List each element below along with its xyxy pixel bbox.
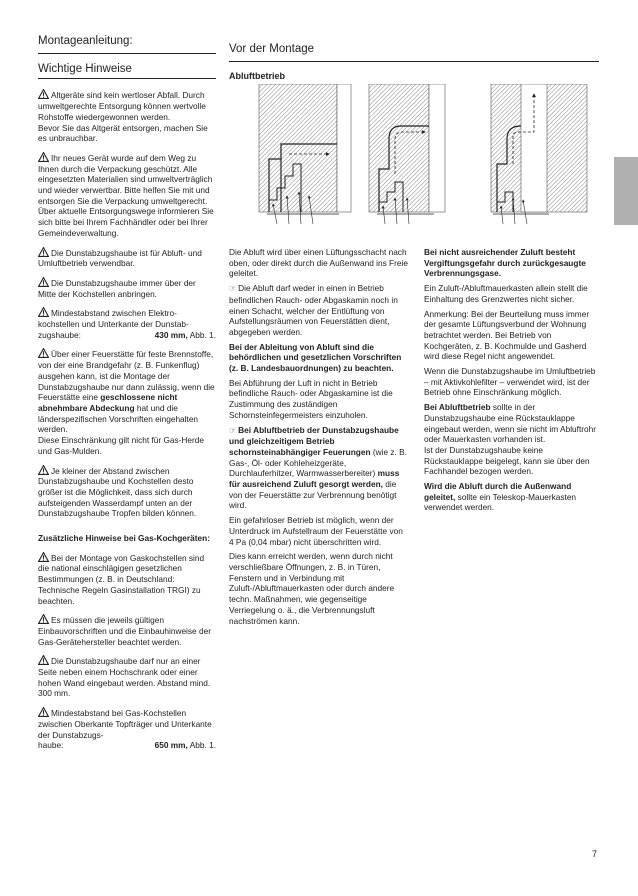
warning-triangle-icon (38, 552, 49, 562)
note-packaging: Ihr neues Gerät wurde auf dem Weg zu Ihnen durch die Verpackung geschützt. Alle eingesetzten Materialien sind umweltverträglich und wieder verwertbar. Bitte helfen Sie mit und entsorgen Sie die Verpackung umweltgerecht. Über aktuelle Entsorgungswege informieren Sie sich bitte bei Ihrem Fachhändler oder bei Ihrer Gemeindeverwaltung. (38, 152, 214, 238)
right-para-2: Ein Zuluft-/Abluftmauerkasten allein stellt die Einhaltung des Grenzwertes nicht sicher. (424, 283, 588, 304)
gas-distance-row: haube: 650 mm, Abb. 1. (38, 740, 216, 751)
warning-triangle-icon (38, 277, 49, 287)
section-subheading-wichtige-hinweise: Wichtige Hinweise (38, 64, 216, 80)
gas-note-min-distance: Mindestabstand bei Gas-Kochstellen zwischen Oberkante Topfträger und Unterkante der Dunstabzugs- haube: 650 mm, Abb. 1. (38, 708, 216, 751)
gas-note-side: Die Dunstabzugshaube darf nur an einer Seite neben einem Hochschrank oder einer hohen Wand eingebaut werden. Abstand mind. 300 mm. (38, 656, 211, 699)
illustration-chimney-exhaust (369, 84, 445, 224)
gas-note-manufacturer: Es müssen die jeweils gültigen Einbauvorschriften und die Einbauhinweise der Gas-Gerätehersteller beachtet werden. (38, 615, 211, 647)
note-disposal: Altgeräte sind kein wertloser Abfall. Durch umweltgerechte Entsorgung können wertvolle Rohstoffe wiedergewonnen werden. Bevor Sie das Altgerät entsorgen, machen Sie es unbrauchbar. (38, 90, 208, 144)
illustration-vertical-shaft-exhaust (491, 84, 587, 224)
section-heading-montageanleitung: Montageanleitung: (38, 36, 216, 54)
right-para-6: Wird die Abluft durch die Außenwand geleitet, sollte ein Teleskop-Mauerkasten verwendet werden. (424, 481, 577, 513)
warning-triangle-icon (38, 307, 49, 317)
subheading-abluftbetrieb: Abluftbetrieb (229, 71, 285, 81)
warning-triangle-icon (38, 247, 49, 257)
note-min-distance-electric: Mindestabstand zwischen Elektro-kochstellen und Unterkante der Dunstab- zugshaube: 430 mm, Abb. 1. (38, 308, 216, 340)
exhaust-mode-illustration (229, 84, 601, 236)
note-solid-fuel: Über einer Feuerstätte für feste Brennstoffe, von der eine Brandgefahr (z. B. Funkenflug) ausgehen kann, ist die Montage der Dunstabzugshaube nur dann zulässig, wenn die Feuerstätte eine geschlossene nicht abnehmbare Abdeckung hat und die länderspezifischen Vorschriften eingehalten werden. Diese Einschränkung gilt nicht für Gas-Herde und Gas-Mulden. (38, 349, 215, 456)
gas-heading: Zusätzliche Hinweise bei Gas-Kochgeräten: (38, 533, 210, 544)
right-column (424, 247, 602, 517)
warning-triangle-icon (38, 152, 49, 162)
gas-note-regulations: Bei der Montage von Gaskochstellen sind die national einschlägigen gesetzlichen Bestimmungen (z. B. in Deutschland: Technische Regeln Gasinstallation TRGI) zu beachten. (38, 552, 205, 606)
right-para-1: Bei nicht ausreichender Zuluft besteht Vergiftungsgefahr durch zurückgesaugte Verbrennungsgase. (424, 247, 586, 279)
middle-column (229, 247, 409, 630)
page-number: 7 (592, 849, 598, 859)
note-center: Die Dunstabzugshaube immer über der Mitte der Kochstellen anbringen. (38, 277, 196, 299)
right-para-3: Anmerkung: Bei der Beurteilung muss immer der gesamte Lüftungsverbund der Wohnung betrachtet werden. Bei Betrieb von Kochgeräten, z. B. Kochmulde und Gasherd wird diese Regel nicht angewendet. (424, 308, 590, 362)
warning-triangle-icon (38, 707, 49, 717)
distance-row: zugshaube: 430 mm, Abb. 1. (38, 329, 216, 340)
mid-para-7: Dies kann erreicht werden, wenn durch nicht verschließbare Öffnungen, z. B. in Türen, Fenstern und in Verbindung mit Zuluft-/Abluftmauerkasten oder durch andere techn. Maßnahmen, wie gegenseitige Verriegelung o. ä., die Verbrennungsluft nachströmen kann. (229, 551, 395, 626)
chapter-tab-marker (614, 157, 638, 225)
illustration-wall-exhaust (259, 84, 351, 224)
warning-triangle-icon (38, 655, 49, 665)
mid-para-1: Die Abluft wird über einen Lüftungsschacht nach oben, oder direkt durch die Außenwand ins Freie geleitet. (229, 247, 408, 279)
mid-para-6: Ein gefahrloser Betrieb ist möglich, wenn der Unterdruck im Aufstellraum der Feuerstätte von 4 Pa (0,04 mbar) nicht überschritten wird. (229, 515, 403, 547)
pointing-hand-icon: ☞ (229, 425, 237, 435)
section-heading-vor-der-montage: Vor der Montage (229, 43, 599, 62)
note-condensation: Je kleiner der Abstand zwischen Dunstabzugshaube und Kochstellen desto größer ist die Möglichkeit, dass sich durch aufsteigenden Wasserdampf unten an der Dunstabzugshaube Tropfen bilden können. (38, 465, 197, 519)
warning-triangle-icon (38, 465, 49, 475)
warning-triangle-icon (38, 614, 49, 624)
right-para-4: Wenn die Dunstabzugshaube im Umluftbetrieb – mit Aktivkohlefilter – verwendet wird, ist der Betrieb ohne Einschränkung möglich. (424, 366, 596, 398)
pointing-hand-icon: ☞ (229, 284, 237, 294)
right-para-5: Bei Abluftbetrieb sollte in der Dunstabzugshaube eine Rückstauklappe eingebaut werden, wenn sie nicht im Abluftrohr oder Mauerkasten vorhanden ist. Ist der Dunstabzugshaube keine Rückstauklappe beigelegt, kann sie über den Fachhandel bezogen werden. (424, 402, 597, 477)
left-column (38, 36, 216, 759)
mid-para-3: Bei der Ableitung von Abluft sind die behördlichen und gesetzlichen Vorschriften (z. B. Landesbauordnungen) zu beachten. (229, 341, 402, 374)
note-modes: Die Dunstabzugshaube ist für Abluft- und Umluftbetrieb verwendbar. (38, 247, 202, 269)
warning-triangle-icon (38, 348, 49, 358)
warning-triangle-icon (38, 89, 49, 99)
mid-para-5: ☞ Bei Abluftbetrieb der Dunstabzugshaube und gleichzeitigem Betrieb schornsteinabhängiger Feuerungen (wie z. B. Gas-, Öl- oder Kohleheizgeräte, Durchlauferhitzer, Warmwasserbereiter) muss für ausreichend Zuluft gesorgt werden, die von der Feuerstätte zur Verbrennung benötigt wird. (229, 424, 407, 511)
mid-para-2: ☞ Die Abluft darf weder in einen in Betrieb befindlichen Rauch- oder Abgaskamin noch in einen Schacht, welcher der Entlüftung von Aufstellungsräumen von Feuerstätten dient, abgegeben werden. (229, 283, 398, 337)
mid-para-4: Bei Abführung der Luft in nicht in Betrieb befindliche Rauch- oder Abgaskamine ist die Zustimmung des zuständigen Schornsteinfegermeisters einzuholen. (229, 377, 393, 420)
